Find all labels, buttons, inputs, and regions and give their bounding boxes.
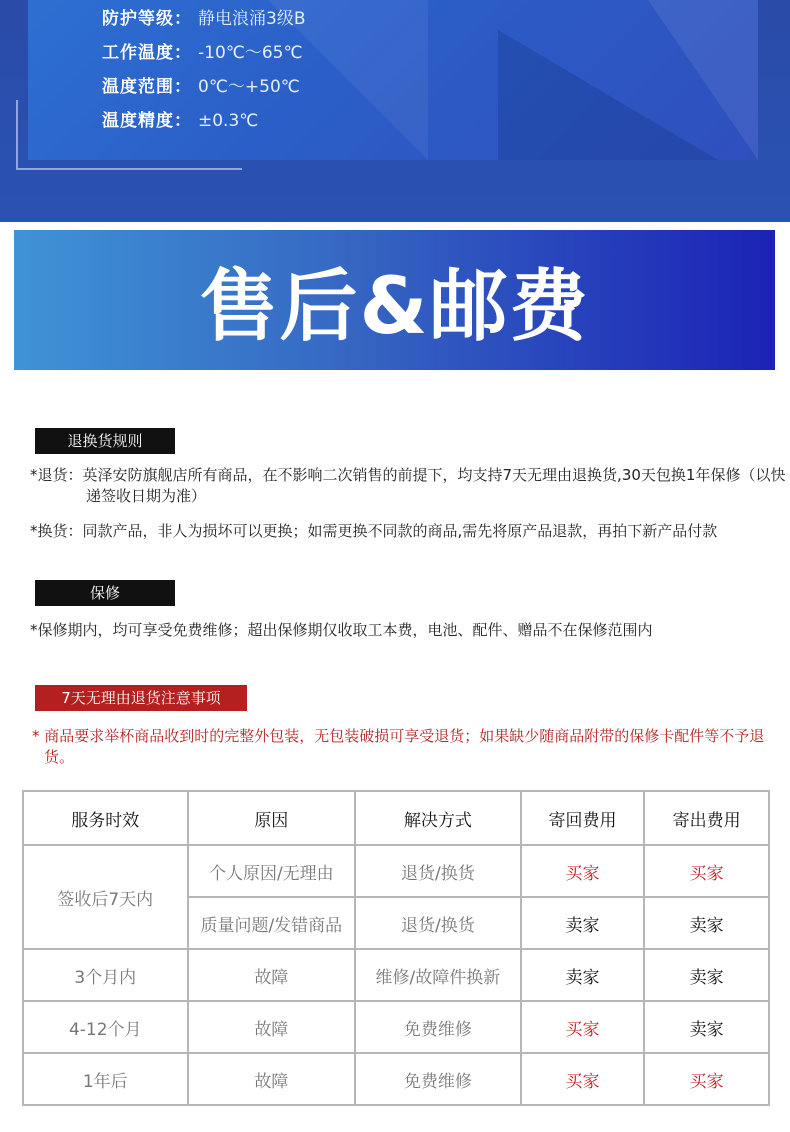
table-cell-period: 3个月内 [23, 949, 188, 1001]
notice-label: 7天无理由退货注意事项 [35, 685, 247, 711]
decorative-line [16, 168, 242, 170]
spec-value: ±0.3℃ [198, 111, 259, 131]
table-cell-solution: 免费维修 [355, 1001, 521, 1053]
spec-row [102, 70, 305, 104]
spec-row [102, 36, 305, 70]
table-cell-solution: 退货/换货 [355, 845, 521, 897]
table-row [23, 1001, 769, 1053]
table-cell-send-fee: 卖家 [644, 897, 769, 949]
table-cell-reason: 个人原因/无理由 [188, 845, 356, 897]
table-header: 解决方式 [355, 791, 521, 845]
table-cell-solution: 维修/故障件换新 [355, 949, 521, 1001]
table-cell-return-fee: 买家 [521, 845, 645, 897]
table-header: 服务时效 [23, 791, 188, 845]
table-cell-reason: 质量问题/发错商品 [188, 897, 356, 949]
page-title: 售后&邮费 [199, 262, 590, 352]
spec-key: 防护等级： [102, 9, 192, 29]
spec-key: 温度范围： [102, 77, 192, 97]
spec-list [102, 2, 305, 138]
table-cell-period: 4-12个月 [23, 1001, 188, 1053]
table-header: 原因 [188, 791, 356, 845]
table-cell-period: 1年后 [23, 1053, 188, 1105]
notice-text: * 商品要求举杯商品收到时的完整外包装，无包装破损可享受退货；如果缺少随商品附带的保修卡配件等不予退货。 [32, 727, 765, 766]
table-cell-return-fee: 卖家 [521, 949, 645, 1001]
spec-row [102, 2, 305, 36]
spec-key: 工作温度： [102, 43, 192, 63]
table-header: 寄回费用 [521, 791, 645, 845]
warranty-text: *保修期内，均可享受免费维修；超出保修期仅收取工本费，电池、配件、赠品不在保修范围内 [30, 621, 653, 639]
spec-banner [0, 0, 790, 222]
table-cell-return-fee: 买家 [521, 1053, 645, 1105]
table-row [23, 1053, 769, 1105]
service-table [22, 790, 770, 1106]
decorative-line [16, 100, 18, 170]
return-rule-text: *退货：英泽安防旗舰店所有商品，在不影响二次销售的前提下，均支持7天无理由退换货,30天包换1年保修（以快递签收日期为准） [30, 466, 786, 505]
spec-value: 静电浪涌3级B [198, 9, 306, 29]
table-header-row [23, 791, 769, 845]
table-cell-return-fee: 买家 [521, 1001, 645, 1053]
table-cell-send-fee: 卖家 [644, 949, 769, 1001]
title-banner [14, 230, 775, 370]
table-cell-period: 签收后7天内 [23, 845, 188, 949]
table-row [23, 845, 769, 897]
table-cell-solution: 退货/换货 [355, 897, 521, 949]
spec-key: 温度精度： [102, 111, 192, 131]
table-cell-reason: 故障 [188, 949, 356, 1001]
returns-label: 退换货规则 [35, 428, 175, 454]
table-header: 寄出费用 [644, 791, 769, 845]
exchange-rule-text: *换货：同款产品，非人为损坏可以更换；如需更换不同款的商品,需先将原产品退款，再拍下新产品付款 [30, 522, 718, 540]
table-cell-solution: 免费维修 [355, 1053, 521, 1105]
spec-value: -10℃～65℃ [198, 43, 303, 63]
table-row [23, 949, 769, 1001]
spec-value: 0℃～+50℃ [198, 77, 300, 97]
table-cell-send-fee: 卖家 [644, 1001, 769, 1053]
spec-row [102, 104, 305, 138]
table-cell-reason: 故障 [188, 1001, 356, 1053]
table-cell-send-fee: 买家 [644, 1053, 769, 1105]
table-cell-return-fee: 卖家 [521, 897, 645, 949]
table-cell-send-fee: 买家 [644, 845, 769, 897]
warranty-label: 保修 [35, 580, 175, 606]
table-cell-reason: 故障 [188, 1053, 356, 1105]
